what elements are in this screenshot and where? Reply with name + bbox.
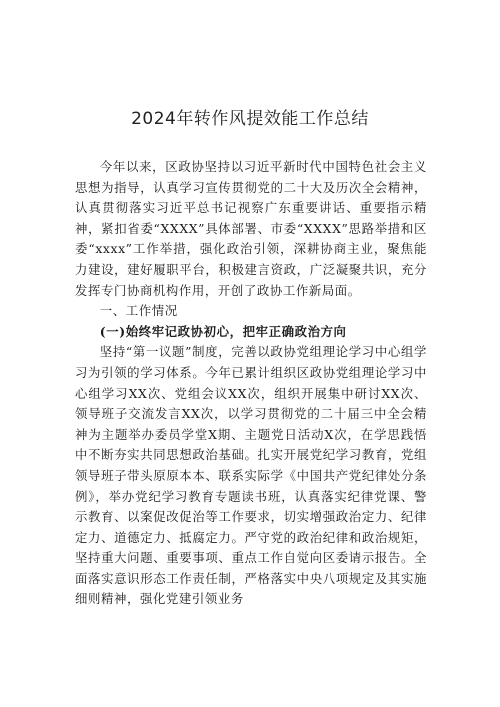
section-heading: 一、工作情况 bbox=[99, 303, 178, 319]
document-title: 2024年转作风提效能工作总结 bbox=[131, 109, 369, 129]
document-body bbox=[75, 157, 427, 610]
intro-paragraph: 今年以来，区政协坚持以习近平新时代中国特色社会主义思想为指导，认真学习宣传贯彻党的二十大及历次全会精神，认真贯彻落实习近平总书记视察广东重要讲话、重要指示精神，紧扣省委“XXXX”具体部署、市委“XXXX”思路举措和区委“xxxx”工作举措，强化政治引领，深耕协商主业，聚焦能力建设，建好履职平台，积极建言资政，广泛凝聚共识，充分发挥专门协商机构作用，开创了政协工作新局面。 bbox=[75, 159, 427, 298]
subsection-heading: (一)始终牢记政协初心，把牢正确政治方向 bbox=[99, 323, 347, 339]
subsection-paragraph: 坚持“第一议题”制度，完善以政协党组理论学习中心组学习为引领的学习体系。今年已累计组织区政协党组理论学习中心组学习XX次、党组会议XX次，组织开展集中研讨XX次、领导班子交流发言XX次，以学习贯彻党的二十届三中全会精神为主题举办委员学堂X期、主题党日活动X次，在学思践悟中不断夯实共同思想政治基础。扎实开展党纪学习教育，党组领导班子带头原原本本、联系实际学《中国共产党纪律处分条例》，举办党纪学习教育专题读书班，认真落实纪律党课、警示教育、以案促改促治等工作要求，切实增强政治定力、纪律定力、道德定力、抵腐定力。严守党的政治纪律和政治规矩，坚持重大问题、重要事项、重点工作自觉向区委请示报告。全面落实意识形态工作责任制，严格落实中央八项规定及其实施细则精神，强化党建引领业务 bbox=[75, 344, 427, 607]
